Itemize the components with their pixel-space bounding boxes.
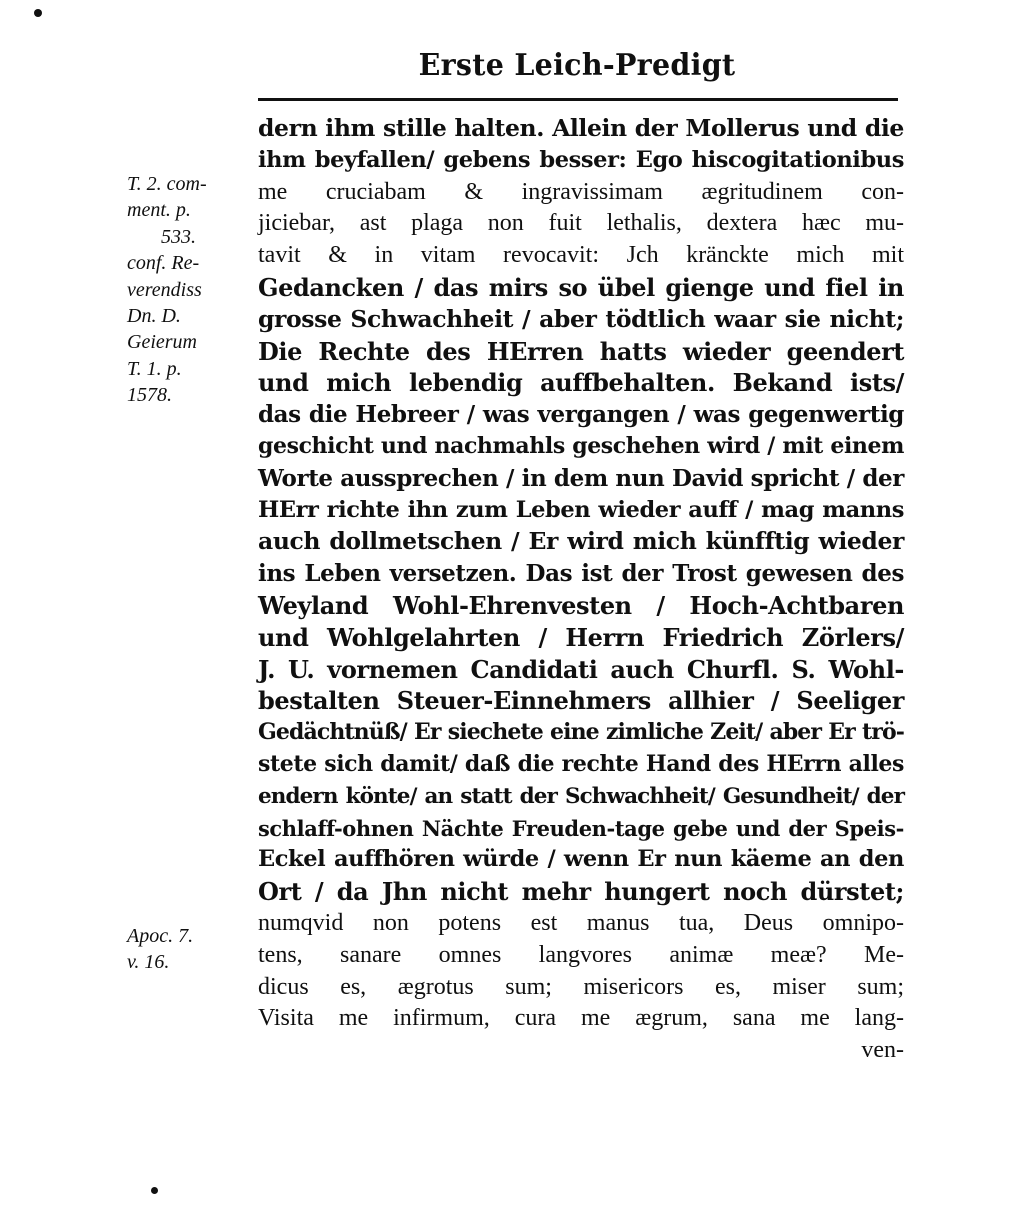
text-line: Die Rechte des HErren hatts wieder geendert — [258, 336, 904, 366]
text-line: Worte aussprechen / in dem nun David spricht / der — [258, 464, 904, 492]
text-line: Ort / da Jhn nicht mehr hungert noch dürstet; — [258, 877, 904, 907]
text-line: Visita me infirmum, cura me ægrum, sana me lang- — [258, 1005, 904, 1032]
text-line: stete sich damit/ daß die rechte Hand des HErrn alles — [258, 750, 904, 777]
body-text — [258, 113, 904, 1067]
text-line: auch dollmetschen / Er wird mich künfftig wieder — [258, 527, 904, 556]
text-line: geschicht und nachmahls geschehen wird / mit einem — [258, 432, 904, 459]
margin-note-line: verendiss — [127, 278, 202, 301]
margin-note-line: Geierum — [127, 331, 197, 354]
header-rule — [258, 98, 898, 101]
margin-note-line: Dn. D. — [127, 305, 181, 328]
margin-note-line: ment. p. — [127, 199, 191, 222]
text-line: dern ihm stille halten. Allein der Mollerus und die — [258, 114, 904, 142]
page-title: Erste Leich-Predigt — [418, 48, 736, 83]
text-line: J. U. vornemen Candidati auch Churfl. S. Wohl- — [258, 654, 904, 684]
margin-note-line: conf. Re- — [127, 252, 200, 275]
running-header — [258, 48, 896, 84]
page-dot-top — [34, 9, 42, 17]
margin-note-line: T. 1. p. — [127, 357, 182, 380]
margin-note-2 — [127, 923, 245, 976]
margin-note-line: 1578. — [127, 384, 172, 407]
text-line: endern könte/ an statt der Schwachheit/ Gesundheit/ der — [258, 783, 904, 809]
text-line: Weyland Wohl-Ehrenvesten / Hoch-Achtbaren — [258, 590, 904, 620]
text-line: ihm beyfallen/ gebens besser: Ego hiscogitationibus — [258, 146, 904, 173]
margin-note-line: Apoc. 7. — [127, 925, 194, 947]
page-dot-bottom — [151, 1187, 158, 1194]
text-line: ven- — [861, 1037, 904, 1064]
margin-note-1 — [127, 171, 245, 409]
text-line: tavit & in vitam revocavit: Jch kränckte mich mit — [258, 242, 904, 269]
text-line: ins Leben versetzen. Das ist der Trost gewesen des — [258, 560, 904, 588]
text-line: HErr richte ihn zum Leben wieder auff / mag manns — [258, 496, 904, 523]
text-line: me cruciabam & ingravissimam ægritudinem con- — [258, 178, 904, 205]
margin-note-line: 533. — [161, 225, 196, 248]
text-line: numqvid non potens est manus tua, Deus omnipo- — [258, 909, 904, 936]
text-line: und Wohlgelahrten / Herrn Friedrich Zörlers/ — [258, 622, 904, 652]
text-line: tens, sanare omnes langvores animæ meæ? Me- — [258, 941, 904, 968]
text-line: das die Hebreer / was vergangen / was gegenwertig — [258, 401, 904, 429]
text-line: grosse Schwachheit / aber tödtlich waar sie nicht; — [258, 304, 904, 333]
text-line: Gedächtnüß/ Er siechete eine zimliche Zeit/ aber Er trö- — [258, 719, 904, 746]
text-line: Gedancken / das mirs so übel gienge und fiel in — [258, 272, 904, 302]
text-line: dicus es, ægrotus sum; misericors es, miser sum; — [258, 973, 904, 1000]
margin-note-line: v. 16. — [127, 951, 170, 974]
text-line: und mich lebendig auffbehalten. Bekand ists/ — [258, 368, 904, 398]
margin-note-line: T. 2. com- — [127, 173, 207, 195]
text-line: bestalten Steuer-Einnehmers allhier / Seeliger — [258, 686, 904, 716]
text-line: jiciebar, ast plaga non fuit lethalis, dextera hæc mu- — [258, 210, 904, 237]
text-line: schlaff-ohnen Nächte Freuden-tage gebe und der Speis- — [258, 815, 904, 841]
text-line: Eckel auffhören würde / wenn Er nun käeme an den — [258, 846, 904, 873]
